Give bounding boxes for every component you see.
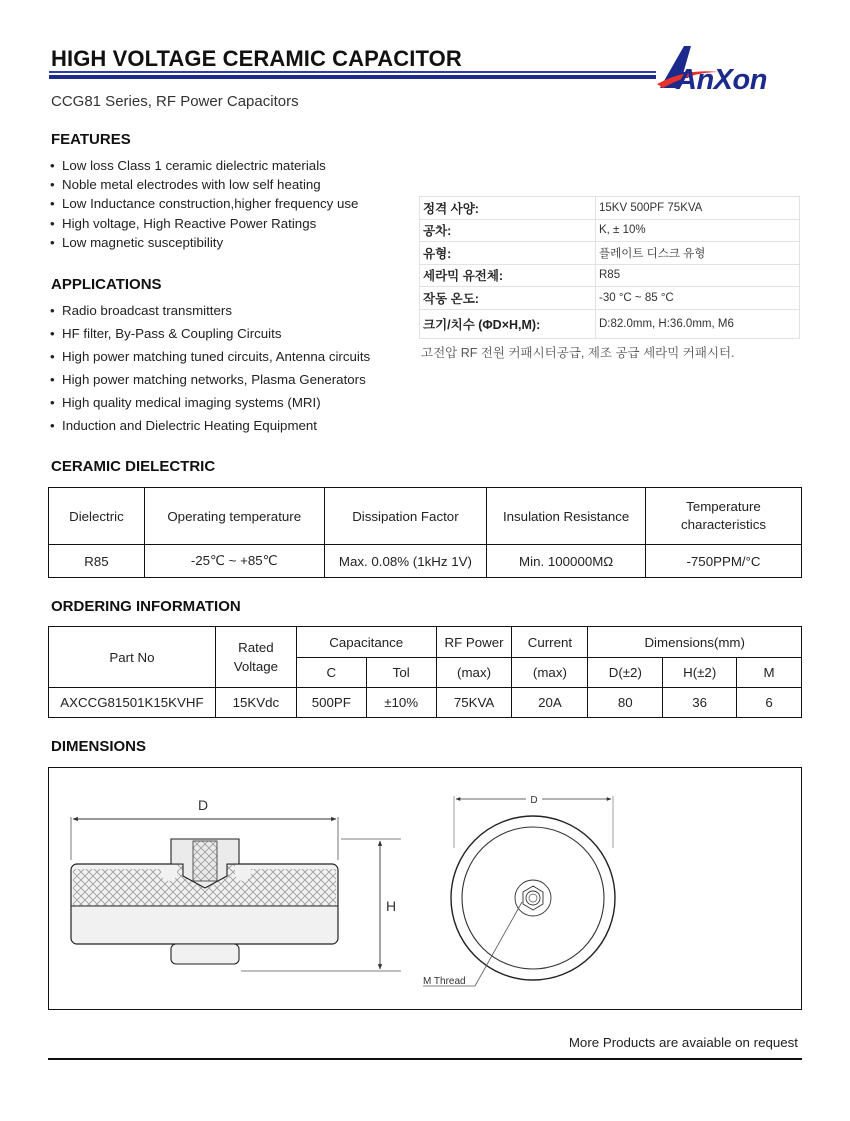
applications-list [50,299,370,437]
table-row [420,287,800,310]
column-header: Operating temperature [144,488,324,545]
table-cell: 80 [588,688,663,718]
spec-value: 15KV 500PF 75KVA [596,197,800,220]
list-item: • High power matching networks, Plasma Generators [50,368,370,391]
column-header: Temperature characteristics [646,488,802,545]
list-item: • Low magnetic susceptibility [50,233,358,252]
table-cell: ±10% [366,688,436,718]
spec-value: R85 [596,264,800,287]
column-subheader: (max) [512,658,588,688]
footer-divider [48,1058,802,1060]
table-row [420,264,800,287]
footer-note: More Products are avaiable on request [568,1035,798,1050]
ceramic-dielectric-table [48,487,802,578]
table-row [49,688,802,718]
title-underline-thin [49,71,656,73]
list-item: • Low loss Class 1 ceramic dielectric materials [50,156,358,175]
dimension-label-h: H [385,898,397,914]
table-row [420,219,800,242]
column-subheader: (max) [436,658,512,688]
table-cell: Min. 100000MΩ [487,545,646,578]
table-row [420,309,800,338]
features-list [50,156,358,252]
table-header-row [49,488,802,545]
column-header: Rated Voltage [215,627,296,688]
dimension-label-d: D [197,797,209,813]
column-subheader: C [296,658,366,688]
dimensions-heading: DIMENSIONS [51,738,147,755]
spec-value: -30 °C ~ 85 °C [596,287,800,310]
list-item: • Radio broadcast transmitters [50,299,370,322]
column-header: Current [512,627,588,658]
spec-key: 공차: [420,219,596,242]
dimensions-drawing [49,768,801,1009]
spec-value: K, ± 10% [596,219,800,242]
table-row [420,242,800,265]
column-header: Insulation Resistance [487,488,646,545]
table-cell: R85 [49,545,145,578]
table-cell: 20A [512,688,588,718]
table-cell: -750PPM/°C [646,545,802,578]
column-header: Part No [49,627,216,688]
features-heading: FEATURES [51,131,131,148]
table-cell: 500PF [296,688,366,718]
page-title: HIGH VOLTAGE CERAMIC CAPACITOR [51,46,462,71]
ceramic-dielectric-heading: CERAMIC DIELECTRIC [51,458,216,475]
title-underline-thick [49,75,656,79]
list-item: • High voltage, High Reactive Power Ratings [50,214,358,233]
spec-value: 플레이트 디스크 유형 [596,242,800,265]
spec-table [419,196,800,339]
list-item: • HF filter, By-Pass & Coupling Circuits [50,322,370,345]
table-cell: -25℃ ~ +85℃ [144,545,324,578]
table-cell: 6 [737,688,802,718]
list-item: • High power matching tuned circuits, Antenna circuits [50,345,370,368]
table-cell: 36 [663,688,737,718]
list-item: • Low Inductance construction,higher frequency use [50,194,358,213]
side-view [71,797,401,971]
spec-key: 작동 온도: [420,287,596,310]
column-subheader: M [737,658,802,688]
table-cell: Max. 0.08% (1kHz 1V) [324,545,487,578]
list-item: • Induction and Dielectric Heating Equipment [50,414,370,437]
spec-note: 고전압 RF 전원 커패시터공급, 제조 공급 세라믹 커패시터. [421,346,735,360]
ordering-heading: ORDERING INFORMATION [51,598,241,615]
table-cell: AXCCG81501K15KVHF [49,688,216,718]
table-cell: 15KVdc [215,688,296,718]
table-cell: 75KVA [436,688,512,718]
column-header: Dimensions(mm) [588,627,802,658]
spec-value: D:82.0mm, H:36.0mm, M6 [596,309,800,338]
spec-key: 세라믹 유전체: [420,264,596,287]
thread-label: M Thread [423,976,466,987]
logo-text: AnXon [676,64,767,94]
column-header: Dissipation Factor [324,488,487,545]
column-subheader: H(±2) [663,658,737,688]
column-header: Dielectric [49,488,145,545]
column-header: Capacitance [296,627,436,658]
column-subheader: D(±2) [588,658,663,688]
top-view [423,792,615,987]
column-subheader: Tol [366,658,436,688]
table-row [49,545,802,578]
table-header-row [49,627,802,658]
spec-key: 크기/치수 (ΦD×H,M): [420,309,596,338]
list-item: • Noble metal electrodes with low self heating [50,175,358,194]
spec-key: 정격 사양: [420,197,596,220]
column-header: RF Power [436,627,512,658]
page-subtitle: CCG81 Series, RF Power Capacitors [51,93,299,110]
dimensions-drawing-box [48,767,802,1010]
ordering-table [48,626,802,718]
spec-key: 유형: [420,242,596,265]
table-row [420,197,800,220]
list-item: • High quality medical imaging systems (MRI) [50,391,370,414]
dimension-label-d-top: D [530,795,538,806]
anxon-logo [657,42,792,94]
applications-heading: APPLICATIONS [51,276,162,293]
